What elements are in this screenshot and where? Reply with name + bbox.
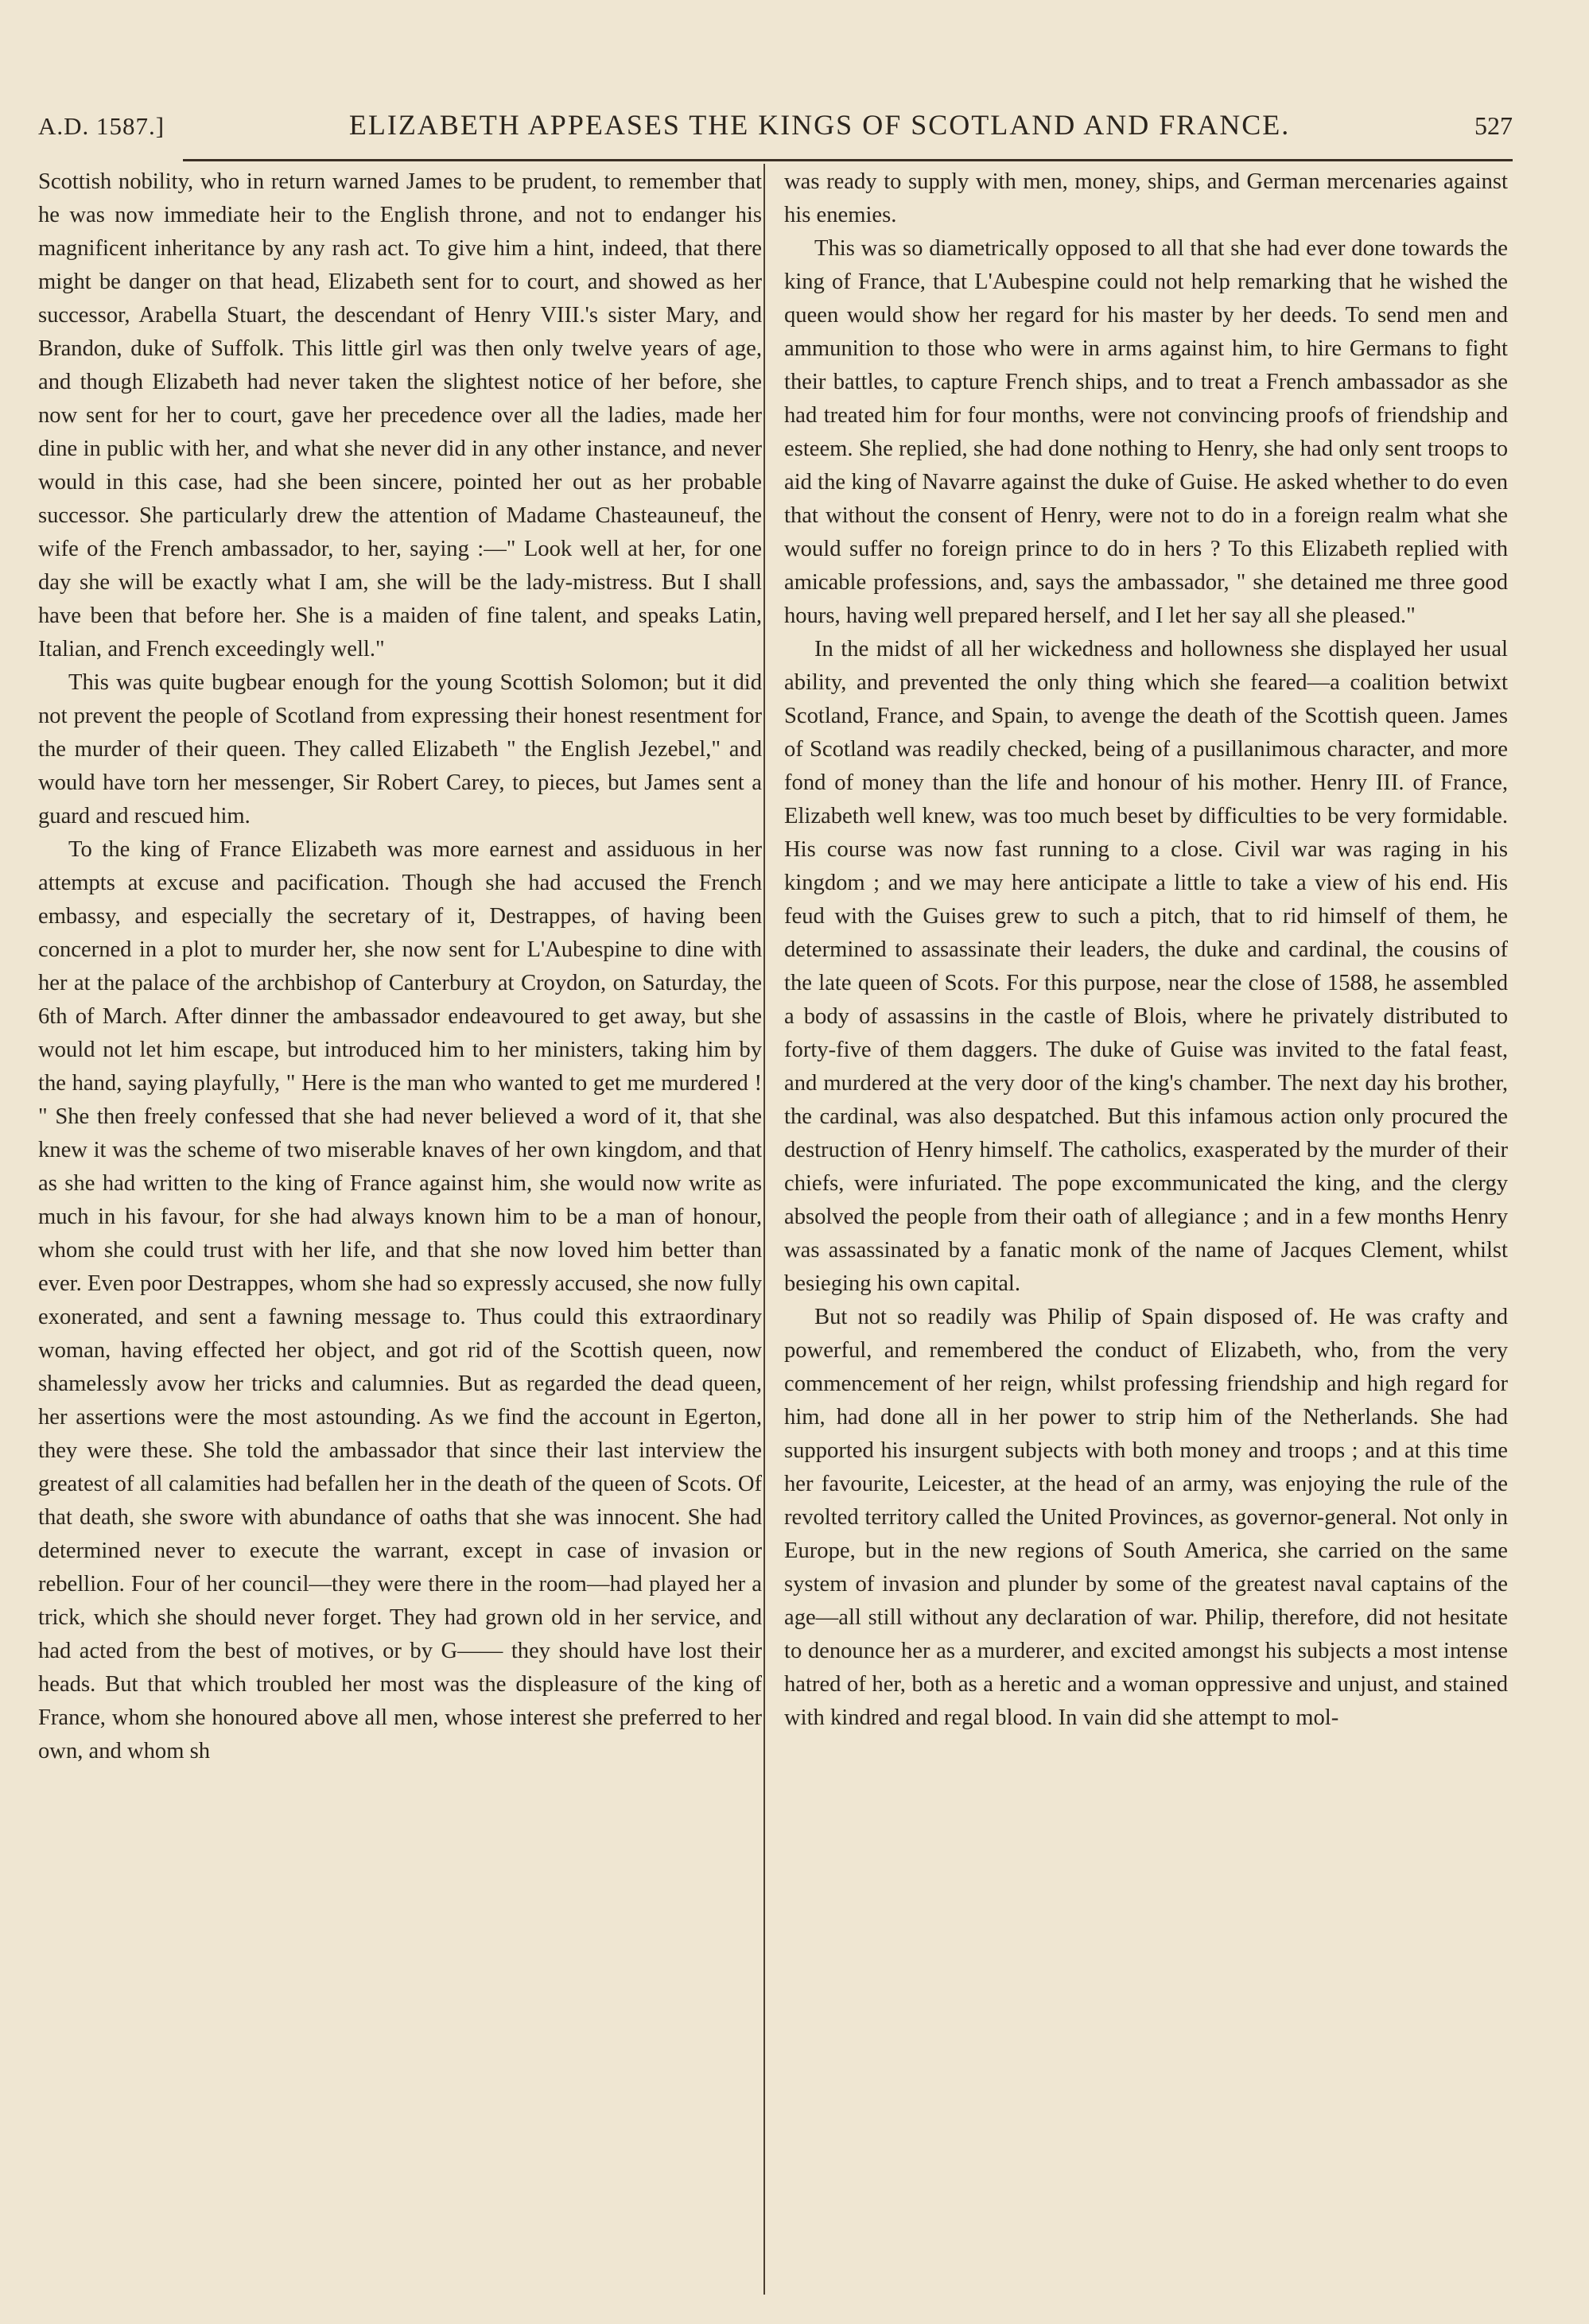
header-title: ELIZABETH APPEASES THE KINGS OF SCOTLAND AND FRANCE. <box>348 109 1291 141</box>
page-number: 527 <box>1474 111 1513 140</box>
header-rule <box>183 159 1513 161</box>
left-column <box>38 165 762 2296</box>
header-date: A.D. 1587.] <box>38 112 165 140</box>
paragraph: This was quite bugbear enough for the young Scottish Solomon; but it did not prevent the people of Scotland from expressing their honest resentment for the murder of their queen. They called Elizabeth " the English Jezebel," and would have torn her messenger, Sir Robert Carey, to pieces, but James sent a guard and rescued him. <box>38 670 762 828</box>
right-column <box>784 165 1508 2296</box>
paragraph: Scottish nobility, who in return warned James to be prudent, to remember that he was now immediate heir to the English throne, and not to endanger his magnificent inheritance by any rash act. To give him a hint, indeed, that there might be danger on that head, Elizabeth sent for to court, and showed as her successor, Arabella Stuart, the descendant of Henry VIII.'s sister Mary, and Brandon, duke of Suffolk. This little girl was then only twelve years of age, and though Elizabeth had never taken the slightest notice of her before, she now sent for her to court, gave her precedence over all the ladies, made her dine in public with her, and what she never did in any other instance, and never would in this case, had she been sincere, pointed her out as her probable successor. She particularly drew the attention of Madame Chasteauneuf, the wife of the French ambassador, to her, saying :—" Look well at her, for one day she will be exactly what I am, she will be the lady-mistress. But I shall have been that before her. She is a maiden of fine talent, and speaks Latin, Italian, and French exceedingly well." <box>38 169 762 662</box>
running-header <box>38 108 1513 153</box>
column-divider <box>763 164 765 2295</box>
paragraph: But not so readily was Philip of Spain disposed of. He was crafty and powerful, and remembered the conduct of Elizabeth, who, from the very commencement of her reign, whilst professing friendship and high regard for him, had done all in her power to strip him of the Netherlands. She had supported his insurgent subjects with both money and troops ; and at this time her favourite, Leicester, at the head of an army, was enjoying the rule of the revolted territory called the United Provinces, as governor-general. Not only in Europe, but in the new regions of South America, she carried on the same system of invasion and plunder by some of the greatest naval captains of the age—all still without any declaration of war. Philip, therefore, did not hesitate to denounce her as a murderer, and excited amongst his subjects a most intense hatred of her, both as a heretic and a woman oppressive and unjust, and stained with kindred and regal blood. In vain did she attempt to mol- <box>784 1305 1508 1730</box>
paragraph: In the midst of all her wickedness and hollowness she displayed her usual ability, and prevented the only thing which she feared—a coalition betwixt Scotland, France, and Spain, to avenge the death of the Scottish queen. James of Scotland was readily checked, being of a pusillanimous character, and more fond of money than the life and honour of his mother. Henry III. of France, Elizabeth well knew, was too much beset by difficulties to be very formidable. His course was now fast running to a close. Civil war was raging in his kingdom ; and we may here anticipate a little to take a view of his end. His feud with the Guises grew to such a pitch, that to rid himself of them, he determined to assassinate their leaders, the duke and cardinal, the cousins of the late queen of Scots. For this purpose, near the close of 1588, he assembled a body of assassins in the castle of Blois, where he privately distributed to forty-five of them daggers. The duke of Guise was invited to the fatal feast, and murdered at the very door of the king's chamber. The next day his brother, the cardinal, was also despatched. But this infamous action only procured the destruction of Henry himself. The catholics, exasperated by the murder of their chiefs, were infuriated. The pope excommunicated the king, and the clergy absolved the people from their oath of allegiance ; and in a few months Henry was assassinated by a fanatic monk of the name of Jacques Clement, whilst besieging his own capital. <box>784 637 1508 1296</box>
paragraph: This was so diametrically opposed to all that she had ever done towards the king of France, that L'Aubespine could not help remarking that he wished the queen would show her regard for his master by her deeds. To send men and ammunition to those who were in arms against him, to hire Germans to fight their battles, to capture French ships, and to treat a French ambassador as she had treated him for four months, were not convincing proofs of friendship and esteem. She replied, she had done nothing to Henry, she had only sent troops to aid the king of Navarre against the duke of Guise. He asked whether to do even that without the consent of Henry, were not to do in a foreign realm what she would suffer no foreign prince to do in hers ? To this Elizabeth replied with amicable professions, and, says the ambassador, " she detained me three good hours, having well prepared herself, and I let her say all she pleased." <box>784 236 1508 628</box>
paragraph: was ready to supply with men, money, ships, and German mercenaries against his enemies. <box>784 169 1508 227</box>
paragraph: To the king of France Elizabeth was more earnest and assiduous in her attempts at excuse and pacification. Though she had accused the French embassy, and especially the secretary of it, Destrappes, of having been concerned in a plot to murder her, she now sent for L'Aubespine to dine with her at the palace of the archbishop of Canterbury at Croydon, on Saturday, the 6th of March. After dinner the ambassador endeavoured to get away, but she would not let him escape, but introduced him to her ministers, taking him by the hand, saying playfully, " Here is the man who wanted to get me murdered ! " She then freely confessed that she had never believed a word of it, that she knew it was the scheme of two miserable knaves of her own kingdom, and that as she had written to the king of France against him, she would now write as much in his favour, for she had always known him to be a man of honour, whom she could trust with her life, and that she now loved him better than ever. Even poor Destrappes, whom she had so expressly accused, she now fully exonerated, and sent a fawning message to. Thus could this extraordinary woman, having effected her object, and got rid of the Scottish queen, now shamelessly avow her tricks and calumnies. But as regarded the dead queen, her assertions were the most astounding. As we find the account in Egerton, they were these. She told the ambassador that since their last interview the greatest of all calamities had befallen her in the death of the queen of Scots. Of that death, she swore with abundance of oaths that she was innocent. She had determined never to execute the warrant, except in case of invasion or rebellion. Four of her council—they were there in the room—had played her a trick, which she should never forget. They had grown old in her service, and had acted from the best of motives, or by G—— they should have lost their heads. But that which troubled her most was the displeasure of the king of France, whom she honoured above all men, whose interest she preferred to her own, and whom sh <box>38 837 762 1763</box>
